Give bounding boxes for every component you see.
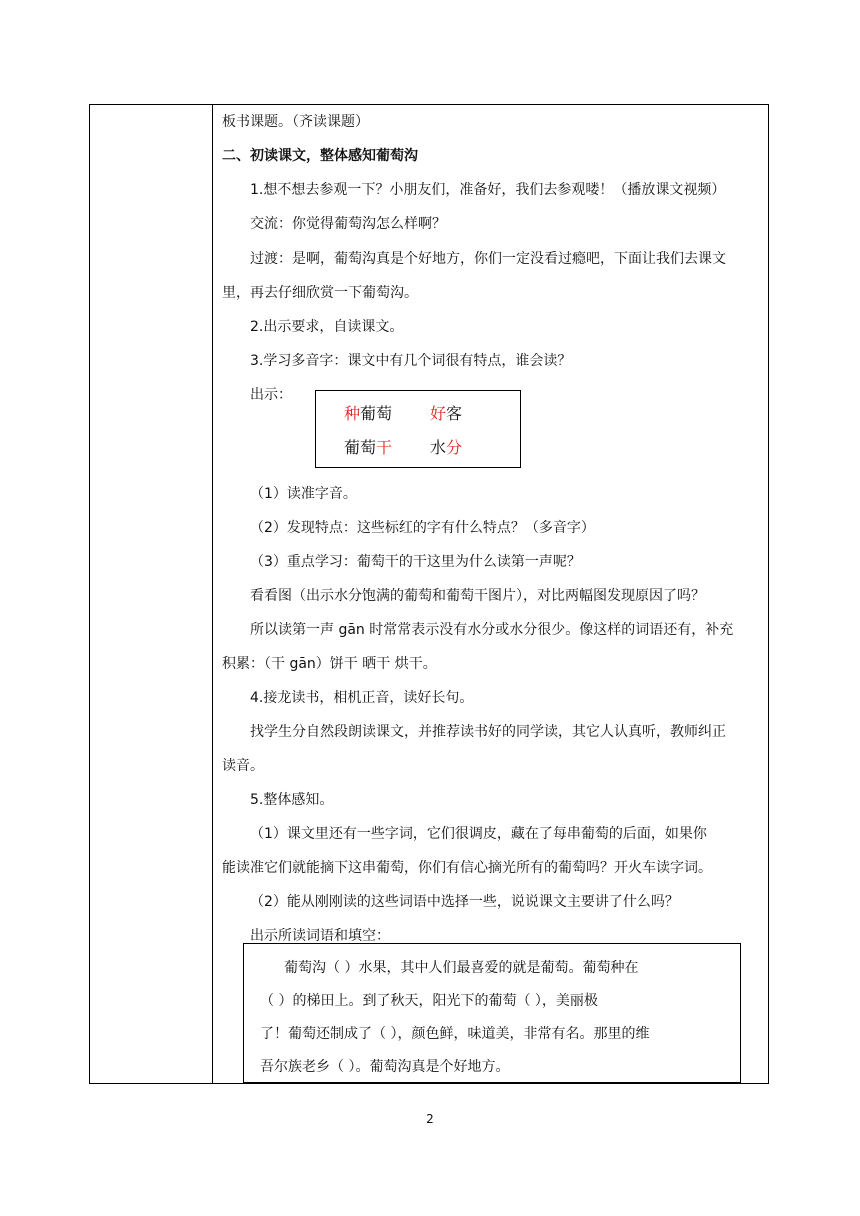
polyphone-word-1 (344, 404, 392, 424)
fill-blank-line: 了！葡萄还制成了（ ），颜色鲜，味道美，非常有名。那里的维 (260, 1026, 650, 1042)
word-part: 葡萄 (344, 438, 377, 457)
text-line: 里，再去仔细欣赏一下葡萄沟。 (222, 285, 418, 301)
text-line: （2）发现特点：这些标红的字有什么特点？（多音字） (250, 520, 595, 536)
fill-blank-box (243, 943, 741, 1083)
text-line: 3.学习多音字：课文中有几个词很有特点，谁会读？ (250, 353, 572, 369)
text-line: 出示： (250, 387, 292, 403)
text-line: 所以读第一声 gān 时常常表示没有水分或水分很少。像这样的词语还有，补充 (250, 622, 734, 638)
polyphone-word-2 (430, 404, 462, 424)
polyphone-word-4 (430, 438, 462, 458)
column-divider (212, 104, 213, 1084)
polyphone-word-3 (344, 438, 392, 458)
polyphone-char: 好 (430, 404, 447, 423)
text-line: 5.整体感知。 (250, 792, 334, 808)
word-part: 水 (430, 438, 447, 457)
text-line: 读音。 (222, 758, 264, 774)
word-part: 客 (446, 404, 463, 423)
text-line: 找学生分自然段朗读课文，并推荐读书好的同学读，其它人认真听，教师纠正 (250, 724, 726, 740)
text-line: 积累：（干 gān）饼干 晒干 烘干。 (222, 656, 437, 672)
polyphone-char: 干 (376, 438, 393, 457)
word-part: 葡萄 (360, 404, 393, 423)
text-line: 过渡：是啊，葡萄沟真是个好地方，你们一定没看过瘾吧，下面让我们去课文 (250, 251, 726, 267)
text-line: 板书课题。（齐读课题） (222, 114, 369, 130)
fill-blank-line: 葡萄沟（ ）水果，其中人们最喜爱的就是葡萄。葡萄种在 (284, 960, 639, 976)
text-line: 2.出示要求，自读课文。 (250, 319, 404, 335)
polyphone-char: 种 (344, 404, 361, 423)
text-line: （1）课文里还有一些字词，它们很调皮，藏在了每串葡萄的后面，如果你 (250, 826, 707, 842)
text-line: 出示所读词语和填空： (250, 928, 390, 944)
page-number: 2 (426, 1112, 434, 1126)
text-line: 交流：你觉得葡萄沟怎么样啊？ (250, 216, 446, 232)
polyphone-char: 分 (446, 438, 463, 457)
text-line: （3）重点学习：葡萄干的干这里为什么读第一声呢？ (250, 554, 581, 570)
text-line: 4.接龙读书，相机正音，读好长句。 (250, 690, 474, 706)
text-line: 看看图（出示水分饱满的葡萄和葡萄干图片），对比两幅图发现原因了吗？ (250, 588, 705, 604)
text-line: 1.想不想去参观一下？小朋友们，准备好，我们去参观喽！（播放课文视频） (250, 182, 726, 198)
polyphone-box (315, 390, 521, 468)
text-line: 能读准它们就能摘下这串葡萄，你们有信心摘光所有的葡萄吗？开火车读字词。 (222, 860, 712, 876)
section-heading: 二、初读课文，整体感知葡萄沟 (222, 148, 418, 164)
fill-blank-line: 吾尔族老乡（ ）。葡萄沟真是个好地方。 (260, 1059, 510, 1075)
text-line: （1）读准字音。 (250, 486, 357, 502)
fill-blank-line: （ ）的梯田上。到了秋天，阳光下的葡萄（ ），美丽极 (260, 993, 598, 1009)
text-line: （2）能从刚刚读的这些词语中选择一些，说说课文主要讲了什么吗？ (250, 894, 679, 910)
